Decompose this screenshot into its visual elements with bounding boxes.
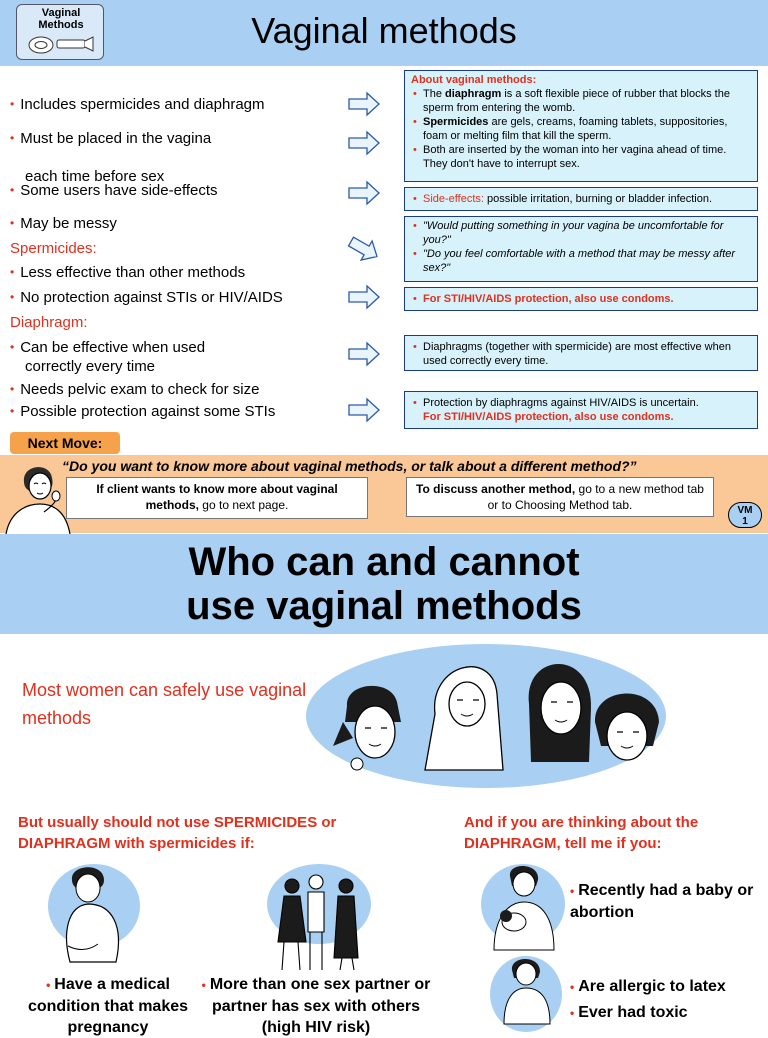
bullet-item: • May be messy [10, 215, 117, 232]
diaphragm-protection-box: • Protection by diaphragms against HIV/AIDS is uncertain. For STI/HIV/AIDS protection, also use condoms. [404, 391, 758, 429]
diaphragm-condition-item: • Are allergic to latex [570, 978, 726, 995]
page-code-badge: VM 1 [728, 502, 762, 528]
right-arrow-icon [347, 131, 381, 155]
box-item: • Both are inserted by the woman into her vagina ahead of time. They don't have to interrupt sex. [413, 144, 727, 170]
counseling-questions-box [404, 216, 758, 282]
diaphragm-heading: Diaphragm: [10, 314, 88, 331]
right-arrow-icon [347, 92, 381, 116]
right-arrow-icon [347, 342, 381, 366]
diaphragm-condition-item: • Recently had a baby or abortion [570, 882, 754, 921]
page-title: Vaginal methods [251, 10, 517, 51]
next-page-option[interactable]: If client wants to know more about vaginal methods, go to next page. [66, 477, 368, 519]
diaphragm-effectiveness-box: • Diaphragms (together with spermicide) are most effective when used correctly every time. [404, 335, 758, 371]
next-move-question: “Do you want to know more about vaginal methods, or talk about a different method?” [62, 458, 637, 474]
most-women-statement: Most women can safely use vaginal methods [22, 680, 307, 728]
spermicides-heading: Spermicides: [10, 240, 97, 257]
diaphragm-conditions-heading: And if you are thinking about the DIAPHRAGM, tell me if you: [464, 814, 699, 852]
box-item: • "Do you feel comfortable with a method that may be messy after sex?" [413, 248, 736, 274]
diaphragm-condition-item: • Ever had toxic [570, 1004, 688, 1021]
right-arrow-icon [347, 398, 381, 422]
box-item: • "Would putting something in your vagina be uncomfortable for you?" [413, 220, 724, 246]
bullet-item: • Possible protection against some STIs [10, 403, 276, 420]
right-arrow-icon [347, 285, 381, 309]
box-item: • The diaphragm is a soft flexible piece of rubber that blocks the sperm from entering the womb. [413, 88, 730, 114]
condition-item: • Have a medical condition that makes pregnancy [27, 976, 189, 1036]
bullet-item: • No protection against STIs or HIV/AIDS [10, 289, 283, 306]
bullet-item: • Some users have side-effects [10, 182, 218, 199]
woman-illustration [490, 954, 562, 1024]
section-banner: Who can and cannot use vaginal methods [0, 534, 768, 634]
box-title: About vaginal methods: [411, 74, 537, 86]
tab-label: Vaginal Methods [38, 7, 84, 31]
bullet-item: • Less effective than other methods [10, 264, 246, 281]
box-item: • Spermicides are gels, creams, foaming tablets, suppositories, foam or melting film that kill the sperm. [413, 116, 728, 142]
bullet-item: • Must be placed in the vagina [10, 130, 212, 147]
side-effects-box: • Side-effects: possible irritation, burning or bladder infection. [404, 187, 758, 211]
right-arrow-icon [347, 181, 381, 205]
mother-baby-illustration [480, 862, 566, 950]
bullet-item: • Can be effective when used [10, 339, 206, 356]
bullet-item: • Needs pelvic exam to check for size [10, 381, 260, 398]
page-header [0, 0, 768, 66]
women-group-illustration [305, 640, 667, 790]
choose-another-method-option[interactable]: To discuss another method, go to a new method tab or to Choosing Method tab. [406, 477, 714, 517]
bullet-continuation: each time before sex [25, 168, 165, 185]
about-vaginal-methods-box [404, 70, 758, 182]
condition-item: • More than one sex partner or partner has sex with others (high HIV risk) [201, 976, 431, 1036]
bullet-item: • Includes spermicides and diaphragm [10, 96, 265, 113]
diagonal-arrow-icon [347, 234, 381, 264]
pregnant-woman-illustration [46, 862, 142, 962]
next-move-label: Next Move: [10, 432, 120, 454]
bullet-continuation: correctly every time [25, 358, 156, 375]
partners-illustration [266, 862, 372, 976]
spermicide-conditions-heading: But usually should not use SPERMICIDES or DIAPHRAGM with spermicides if: [18, 814, 337, 852]
condom-advice-box: • For STI/HIV/AIDS protection, also use condoms. [404, 287, 758, 311]
